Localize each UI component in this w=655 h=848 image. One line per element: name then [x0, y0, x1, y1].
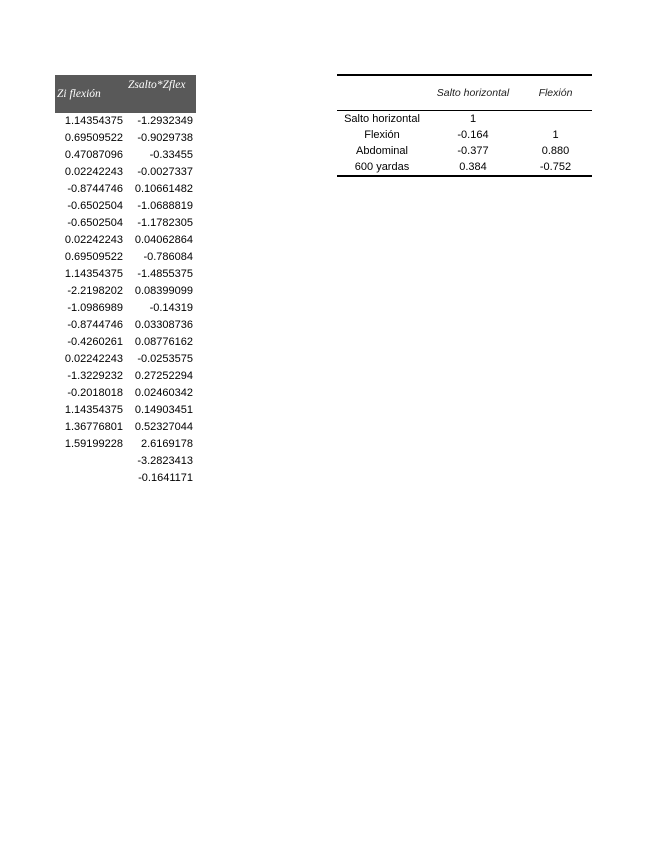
zi-flexion-cell: -0.4260261 [67, 336, 123, 348]
z-scores-row [55, 283, 196, 300]
z-scores-row [55, 164, 196, 181]
z-scores-row [55, 300, 196, 317]
zsalto-zflex-cell: 0.02460342 [134, 387, 193, 399]
zsalto-zflex-cell: -0.14319 [149, 302, 193, 314]
zi-flexion-cell: -0.8744746 [67, 319, 123, 331]
zsalto-zflex-cell: -1.4855375 [137, 268, 193, 280]
header-zi-flexion: Zi flexión [55, 75, 126, 113]
corr-header-blank [337, 75, 427, 111]
zsalto-zflex-cell: 0.14903451 [134, 404, 193, 416]
zi-flexion-cell: -0.8744746 [67, 183, 123, 195]
z-scores-row [55, 198, 196, 215]
corr-row-label: Salto horizontal [344, 113, 420, 125]
corr-row-label: Abdominal [356, 145, 408, 157]
z-scores-table [55, 75, 196, 487]
corr-row-label: 600 yardas [354, 161, 410, 173]
corr-cell: 1 [552, 129, 559, 141]
corr-row [337, 143, 592, 159]
z-scores-row [55, 266, 196, 283]
z-scores-body [55, 113, 196, 487]
zi-flexion-cell: 0.47087096 [64, 149, 123, 161]
z-scores-row [55, 113, 196, 130]
zi-flexion-cell [55, 453, 126, 470]
z-scores-row [55, 453, 196, 470]
header-zsalto-zflex: Zsalto*Zflex [126, 75, 196, 113]
zi-flexion-cell: 0.69509522 [64, 132, 123, 144]
z-scores-row [55, 317, 196, 334]
corr-row [337, 127, 592, 143]
zsalto-zflex-cell: -0.9029738 [137, 132, 193, 144]
zi-flexion-cell: -1.3229232 [67, 370, 123, 382]
z-scores-row [55, 436, 196, 453]
correlation-matrix [337, 74, 592, 177]
corr-cell: -0.752 [539, 161, 572, 173]
z-scores-row [55, 419, 196, 436]
zi-flexion-cell: -1.0986989 [67, 302, 123, 314]
zi-flexion-cell: -0.6502504 [67, 200, 123, 212]
corr-row [337, 159, 592, 176]
z-scores-row [55, 385, 196, 402]
zsalto-zflex-cell: -1.1782305 [137, 217, 193, 229]
z-scores-row [55, 130, 196, 147]
zi-flexion-cell: 1.14354375 [64, 268, 123, 280]
zsalto-zflex-cell: -3.2823413 [137, 455, 193, 467]
corr-cell: 0.384 [459, 161, 487, 173]
zi-flexion-cell: 0.69509522 [64, 251, 123, 263]
corr-cell [519, 111, 592, 128]
zi-flexion-cell: 0.02242243 [64, 234, 123, 246]
correlation-header-row [337, 75, 592, 111]
corr-row [337, 111, 592, 128]
zsalto-zflex-cell: -1.0688819 [137, 200, 193, 212]
zsalto-zflex-cell: 0.10661482 [134, 183, 193, 195]
z-scores-row [55, 402, 196, 419]
zsalto-zflex-cell: 0.03308736 [134, 319, 193, 331]
zi-flexion-cell: -2.2198202 [67, 285, 123, 297]
z-scores-row [55, 249, 196, 266]
zsalto-zflex-cell: 0.08776162 [134, 336, 193, 348]
corr-cell: -0.377 [457, 145, 489, 157]
z-scores-row [55, 232, 196, 249]
zsalto-zflex-cell: -1.2932349 [137, 115, 193, 127]
zsalto-zflex-cell: -0.1641171 [138, 472, 193, 484]
corr-cell: -0.164 [457, 129, 489, 141]
z-scores-row [55, 147, 196, 164]
corr-header-flexion: Flexión [519, 75, 592, 111]
z-scores-row [55, 470, 196, 487]
zsalto-zflex-cell: 0.08399099 [134, 285, 193, 297]
zi-flexion-cell: 1.36776801 [64, 421, 123, 433]
zi-flexion-cell: -0.6502504 [67, 217, 123, 229]
zsalto-zflex-cell: -0.0027337 [137, 166, 193, 178]
corr-cell: 0.880 [541, 145, 570, 157]
z-scores-header-row [55, 75, 196, 113]
zsalto-zflex-cell: -0.33455 [149, 149, 193, 161]
zi-flexion-cell: -0.2018018 [67, 387, 123, 399]
zi-flexion-cell [55, 470, 126, 487]
zi-flexion-cell: 1.14354375 [64, 115, 123, 127]
z-scores-row [55, 215, 196, 232]
z-scores-row [55, 181, 196, 198]
z-scores-row [55, 351, 196, 368]
zi-flexion-cell: 1.59199228 [64, 438, 123, 450]
corr-header-salto-horizontal: Salto horizontal [427, 75, 519, 111]
corr-cell: 1 [469, 113, 477, 125]
zi-flexion-cell: 1.14354375 [64, 404, 123, 416]
zsalto-zflex-cell: 0.27252294 [134, 370, 193, 382]
zsalto-zflex-cell: -0.0253575 [137, 353, 193, 365]
z-scores-row [55, 334, 196, 351]
zi-flexion-cell: 0.02242243 [64, 353, 123, 365]
corr-row-label: Flexión [364, 129, 400, 141]
zsalto-zflex-cell: 2.6169178 [141, 438, 193, 450]
zsalto-zflex-cell: 0.52327044 [134, 421, 193, 433]
zsalto-zflex-cell: -0.786084 [143, 251, 193, 263]
z-scores-row [55, 368, 196, 385]
zsalto-zflex-cell: 0.04062864 [134, 234, 193, 246]
zi-flexion-cell: 0.02242243 [64, 166, 123, 178]
